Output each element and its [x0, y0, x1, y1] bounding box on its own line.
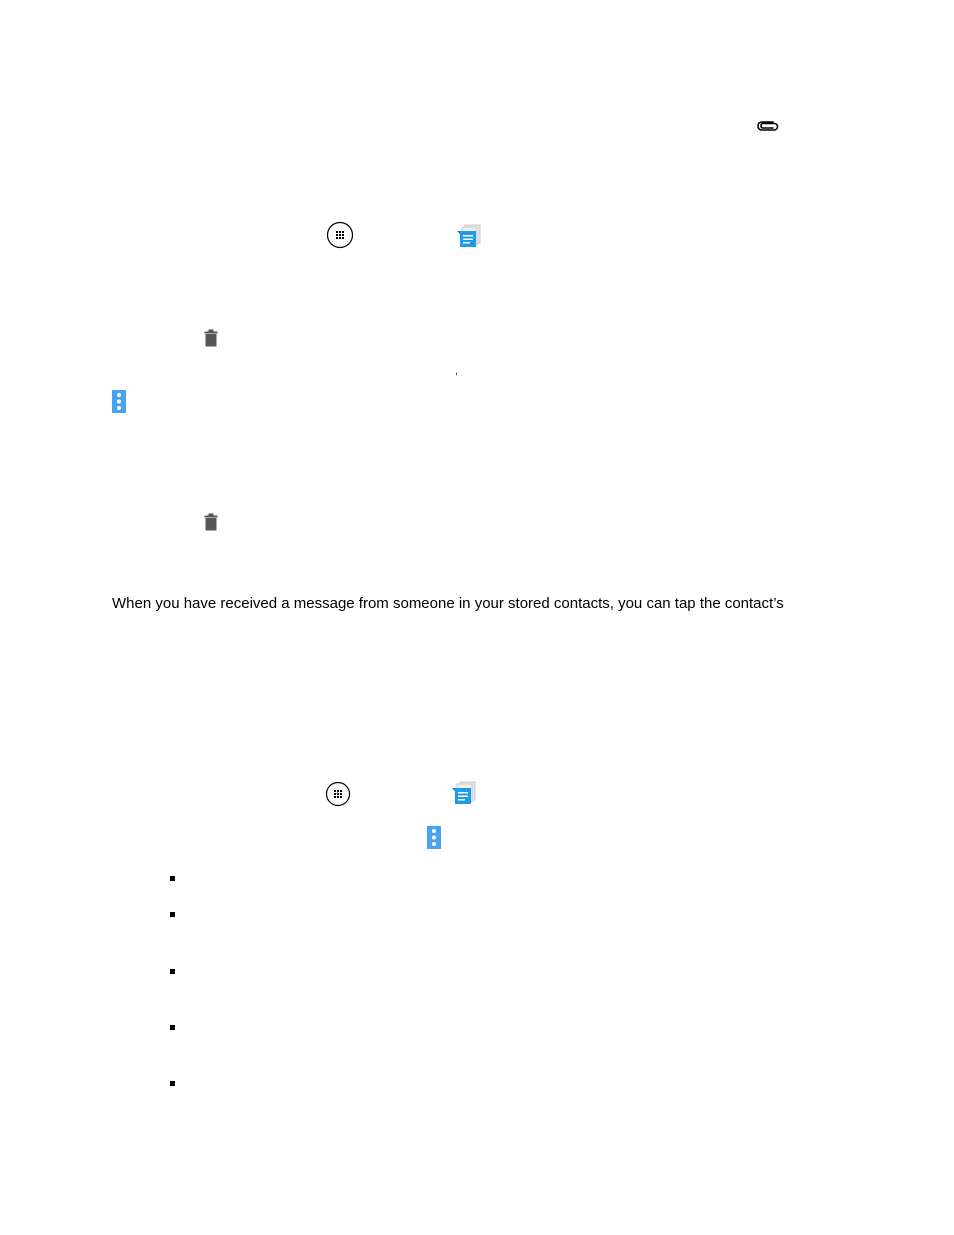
messaging-app-icon [455, 223, 483, 249]
list-bullet [170, 1025, 175, 1030]
overflow-menu-icon [112, 390, 126, 413]
list-bullet [170, 876, 175, 881]
list-bullet [170, 969, 175, 974]
messaging-app-icon [450, 780, 478, 806]
list-bullet [170, 1081, 175, 1086]
trash-icon [204, 513, 218, 531]
list-bullet [170, 912, 175, 917]
apps-launcher-icon [326, 221, 354, 249]
apps-launcher-icon [325, 781, 351, 807]
paperclip-icon [755, 118, 781, 134]
stray-comma: , [455, 366, 458, 377]
contacts-paragraph: When you have received a message from someone in your stored contacts, you can tap the contact’s [112, 595, 784, 612]
trash-icon [204, 329, 218, 347]
overflow-menu-icon [427, 826, 441, 849]
